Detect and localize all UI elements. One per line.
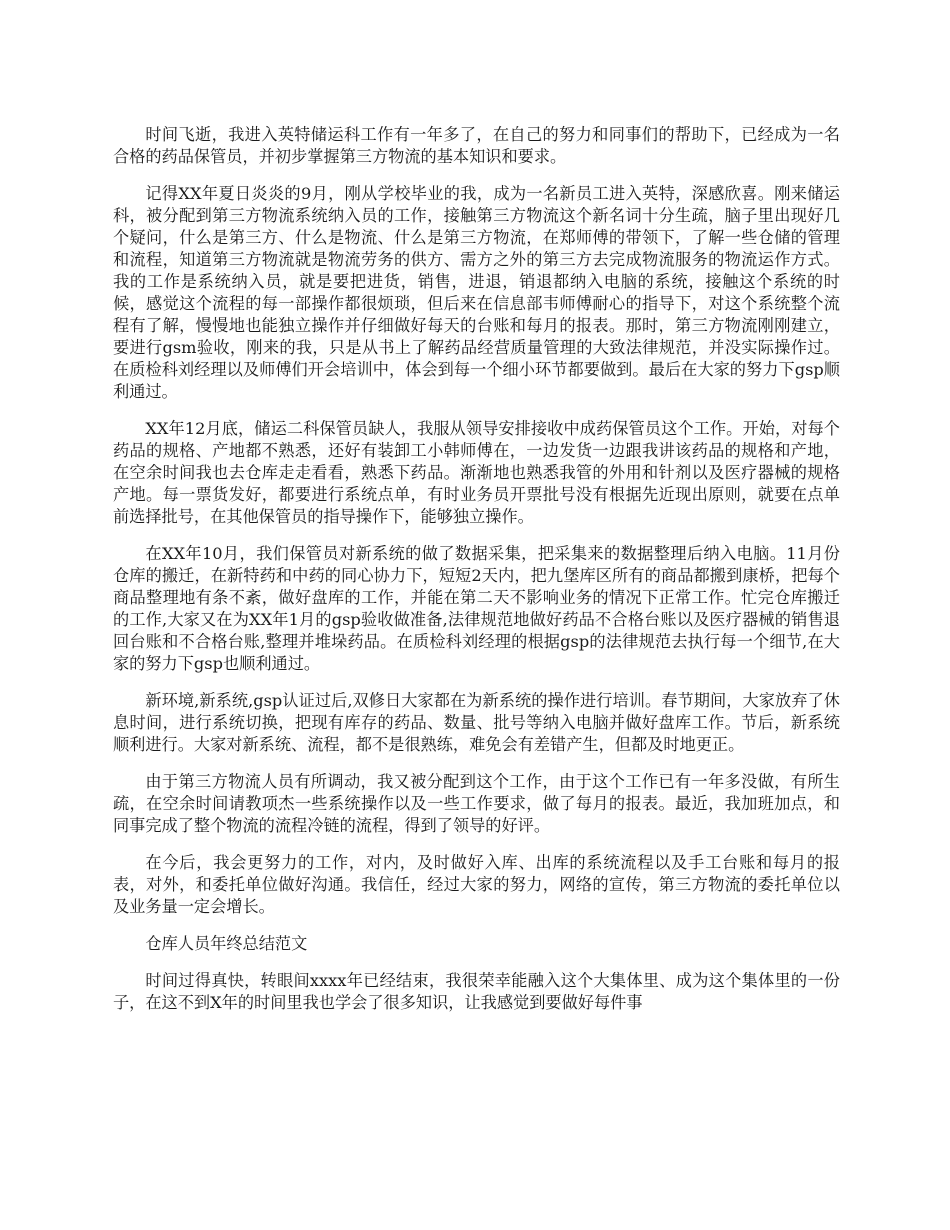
paragraph-relocation: 在XX年10月，我们保管员对新系统的做了数据采集，把采集来的数据整理后纳入电脑。11月份仓库的搬迁，在新特药和中药的同心协力下，短短2天内，把九堡库区所有的商品都搬到康桥，把每个商品整理地有条不紊，做好盘库的工作，并能在第二天不影响业务的情况下正常工作。忙完仓库搬迁的工作,大家又在为XX年1月的gsp验收做准备,法律规范地做好药品不合格台账以及医疗器械的销售退回台账和不合格台账,整理并堆垛药品。在质检科刘经理的根据gsp的法律规范去执行每一个细节,在大家的努力下gsp也顺利通过。 (113, 544, 840, 673)
paragraph-new-system: 新环境,新系统,gsp认证过后,双修日大家都在为新系统的操作进行培训。春节期间，大家放弃了休息时间，进行系统切换，把现有库存的药品、数量、批号等纳入电脑并做好盘库工作。节后，新系统顺利进行。大家对新系统、流程，都不是很熟练，难免会有差错产生，但都及时地更正。 (113, 691, 840, 754)
paragraph-second-summary: 时间过得真快，转眼间xxxx年已经结束，我很荣幸能融入这个大集体里、成为这个集体里的一份子，在这不到X年的时间里我也学会了很多知识，让我感觉到要做好每件事 (113, 971, 840, 1012)
paragraph-intro: 时间飞逝，我进入英特储运科工作有一年多了，在自己的努力和同事们的帮助下，已经成为一名合格的药品保管员，并初步掌握第三方物流的基本知识和要求。 (113, 125, 840, 166)
paragraph-reassignment: 由于第三方物流人员有所调动，我又被分配到这个工作，由于这个工作已有一年多没做，有所生疏，在空余时间请教项杰一些系统操作以及一些工作要求，做了每月的报表。最近，我加班加点，和同事完成了整个物流的流程冷链的流程，得到了领导的好评。 (113, 772, 840, 835)
paragraph-keeper-role: XX年12月底，储运二科保管员缺人，我服从领导安排接收中成药保管员这个工作。开始，对每个药品的规格、产地都不熟悉，还好有装卸工小韩师傅在，一边发货一边跟我讲该药品的规格和产地，在空余时间我也去仓库走走看看，熟悉下药品。渐渐地也熟悉我管的外用和针剂以及医疗器械的规格产地。每一票货发好，都要进行系统点单，有时业务员开票批号没有根据先近现出原则，就要在点单前选择批号，在其他保管员的指导操作下，能够独立操作。 (113, 419, 840, 526)
section-title: 仓库人员年终总结范文 (145, 934, 308, 953)
paragraph-outlook: 在今后，我会更努力的工作，对内，及时做好入库、出库的系统流程以及手工台账和每月的报表，对外，和委托单位做好沟通。我信任，经过大家的努力，网络的宣传，第三方物流的委托单位以及业务量一定会增长。 (113, 853, 840, 916)
paragraph-first-job: 记得XX年夏日炎炎的9月，刚从学校毕业的我，成为一名新员工进入英特，深感欣喜。刚来储运科，被分配到第三方物流系统纳入员的工作，接触第三方物流这个新名词十分生疏，脑子里出现好几个疑问，什么是第三方、什么是物流、什么是第三方物流，在郑师傅的带领下，了解一些仓储的管理和流程，知道第三方物流就是物流劳务的供方、需方之外的第三方去完成物流服务的物流运作方式。我的工作是系统纳入员，就是要把进货，销售，进退，销退都纳入电脑的系统，接触这个系统的时候，感觉这个流程的每一部操作都很烦琐，但后来在信息部韦师傅耐心的指导下，对这个系统整个流程有了解，慢慢地也能独立操作并仔细做好每天的台账和每月的报表。那时，第三方物流刚刚建立，要进行gsm验收，刚来的我，只是从书上了解药品经营质量管理的大致法律规范，并没实际操作过。在质检科刘经理以及师傅们开会培训中，体会到每一个细小环节都要做到。最后在大家的努力下gsp顺利通过。 (113, 184, 840, 401)
